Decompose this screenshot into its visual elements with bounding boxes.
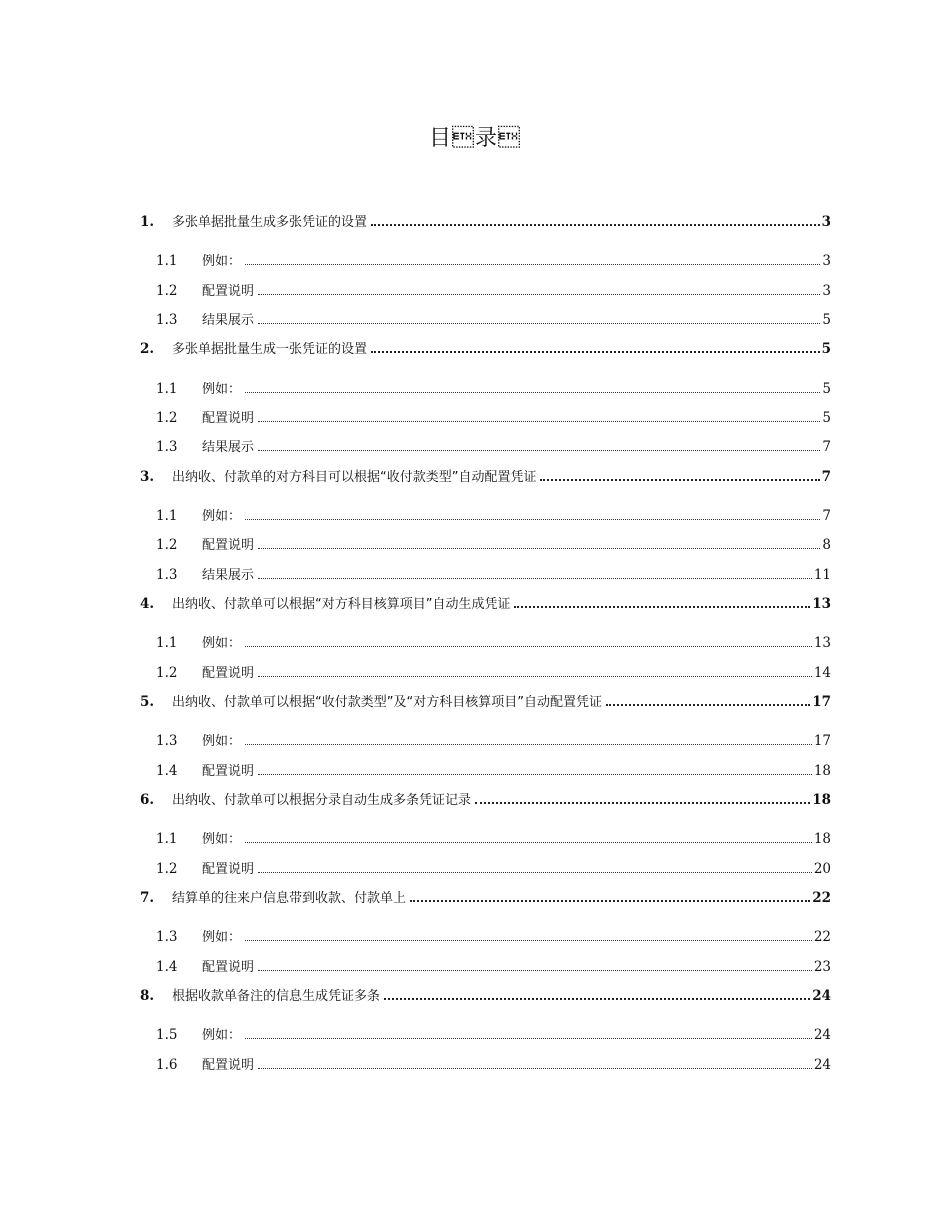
toc-leader — [258, 578, 812, 579]
toc-entry[interactable] — [140, 956, 831, 985]
toc-entry-number: 1.1 — [156, 380, 178, 397]
toc-entry-page: 18 — [813, 831, 831, 848]
toc-entry-text: 配置说明 — [202, 665, 255, 681]
toc-entry-text: 结果展示 — [202, 440, 255, 456]
toc-entry-number: 6. — [140, 792, 155, 809]
toc-entry-page: 5 — [822, 409, 831, 426]
toc-entry-text: 配置说明 — [202, 538, 255, 554]
toc-entry-page: 5 — [822, 311, 831, 328]
toc-entry[interactable] — [140, 1024, 831, 1053]
toc-entry-number: 1.2 — [156, 860, 178, 877]
toc-entry-text: 配置说明 — [202, 861, 255, 877]
toc-entry-text: 结算单的往来户信息带到收款、付款单上 — [172, 890, 407, 906]
toc-entry[interactable] — [140, 338, 831, 367]
toc-list — [140, 211, 831, 1083]
toc-entry-text: 配置说明 — [202, 283, 255, 299]
toc-title: 目录 — [428, 125, 521, 151]
toc-entry-page: 5 — [821, 341, 831, 358]
toc-entry[interactable] — [140, 985, 831, 1014]
toc-entry-number: 3. — [140, 468, 155, 485]
toc-entry-number: 1.3 — [156, 439, 178, 456]
toc-entry-text: 配置说明 — [202, 410, 255, 426]
toc-entry-number: 1.1 — [156, 507, 178, 524]
toc-entry-number: 1. — [140, 214, 155, 230]
toc-entry-text: 例如： — [202, 508, 242, 524]
toc-entry-page: 14 — [813, 664, 831, 681]
toc-entry[interactable] — [140, 662, 831, 691]
toc-entry-page: 7 — [822, 439, 831, 456]
toc-leader — [606, 704, 810, 706]
toc-entry-number: 1.1 — [156, 831, 178, 848]
toc-entry-page: 17 — [813, 733, 831, 750]
toc-entry-number: 1.6 — [156, 1056, 178, 1073]
toc-leader — [245, 392, 820, 393]
toc-entry-page: 7 — [822, 507, 831, 524]
toc-leader — [258, 323, 820, 324]
toc-entry-text: 多张单据批量生成一张凭证的设置 — [172, 342, 368, 358]
toc-entry-text: 结果展示 — [202, 567, 255, 583]
toc-leader — [384, 998, 810, 1000]
toc-entry-page: 24 — [812, 987, 831, 1004]
toc-entry-page: 20 — [813, 860, 831, 877]
toc-entry-number: 7. — [140, 889, 155, 906]
toc-leader — [245, 744, 812, 745]
toc-entry[interactable] — [140, 858, 831, 887]
toc-entry-text: 例如： — [202, 734, 242, 750]
toc-leader — [245, 1038, 812, 1039]
toc-entry[interactable] — [140, 534, 831, 563]
toc-entry[interactable] — [140, 280, 831, 309]
toc-entry-page: 11 — [813, 566, 831, 583]
toc-leader — [245, 940, 812, 941]
toc-entry[interactable] — [140, 1054, 831, 1083]
toc-entry-page: 22 — [812, 889, 831, 906]
toc-entry[interactable] — [140, 436, 831, 465]
toc-entry-text: 配置说明 — [202, 959, 255, 975]
toc-leader — [371, 351, 820, 353]
toc-entry-page: 8 — [822, 537, 831, 554]
toc-entry[interactable] — [140, 828, 831, 857]
toc-entry-text: 出纳收、付款单可以根据“对方科目核算项目”自动生成凭证 — [172, 597, 511, 613]
toc-entry-page: 22 — [813, 929, 831, 946]
toc-entry-text: 例如： — [202, 381, 242, 397]
toc-leader — [258, 1068, 812, 1069]
toc-entry[interactable] — [140, 887, 831, 916]
toc-entry[interactable] — [140, 505, 831, 534]
toc-entry-text: 例如： — [202, 832, 242, 848]
toc-entry[interactable] — [140, 632, 831, 661]
toc-entry[interactable] — [140, 730, 831, 759]
toc-entry[interactable] — [140, 593, 831, 622]
toc-entry-number: 1.3 — [156, 566, 178, 583]
toc-entry-text: 例如： — [202, 930, 242, 946]
toc-leader — [258, 774, 812, 775]
toc-entry-number: 1.4 — [156, 958, 178, 975]
toc-entry-text: 结果展示 — [202, 312, 255, 328]
toc-leader — [514, 606, 810, 608]
toc-leader — [258, 676, 812, 677]
toc-entry-text: 多张单据批量生成多张凭证的设置 — [172, 215, 368, 230]
toc-leader — [245, 842, 812, 843]
toc-entry-number: 1.3 — [156, 929, 178, 946]
toc-entry-number: 1.1 — [156, 253, 178, 270]
toc-entry-page: 5 — [822, 380, 831, 397]
toc-entry-text: 根据收款单备注的信息生成凭证多条 — [172, 988, 381, 1004]
toc-entry-number: 5. — [140, 694, 155, 711]
toc-entry-number: 4. — [140, 596, 155, 613]
toc-entry-number: 1.2 — [156, 409, 178, 426]
toc-entry-number: 1.1 — [156, 635, 178, 652]
toc-entry-text: 例如： — [202, 1028, 242, 1044]
toc-leader — [410, 900, 810, 902]
toc-entry[interactable] — [140, 466, 831, 495]
toc-entry-number: 1.3 — [156, 311, 178, 328]
toc-entry[interactable] — [140, 926, 831, 955]
toc-entry-page: 18 — [812, 792, 831, 809]
toc-entry-page: 24 — [813, 1027, 831, 1044]
toc-entry-text: 配置说明 — [202, 763, 255, 779]
toc-leader — [371, 224, 820, 226]
toc-entry[interactable] — [140, 211, 831, 240]
toc-entry[interactable] — [140, 564, 831, 593]
toc-entry-page: 3 — [822, 282, 831, 299]
toc-entry-text: 例如： — [202, 254, 242, 270]
toc-entry-number: 2. — [140, 341, 155, 358]
toc-entry[interactable] — [140, 760, 831, 789]
toc-leader — [258, 548, 820, 549]
toc-entry[interactable] — [140, 691, 831, 720]
toc-entry-number: 1.2 — [156, 537, 178, 554]
toc-entry-page: 18 — [813, 762, 831, 779]
toc-entry-text: 例如： — [202, 636, 242, 652]
toc-leader — [540, 479, 819, 481]
toc-leader — [258, 872, 812, 873]
toc-entry-page: 3 — [822, 253, 831, 270]
toc-leader — [258, 294, 820, 295]
toc-leader — [245, 264, 820, 265]
toc-entry-number: 1.2 — [156, 664, 178, 681]
toc-entry-text: 配置说明 — [202, 1057, 255, 1073]
toc-entry-page: 7 — [821, 468, 831, 485]
toc-leader — [258, 421, 820, 422]
toc-entry-number: 8. — [140, 987, 155, 1004]
toc-entry[interactable] — [140, 407, 831, 436]
toc-entry-number: 1.4 — [156, 762, 178, 779]
toc-entry-page: 13 — [812, 596, 831, 613]
toc-entry-page: 13 — [813, 635, 831, 652]
toc-entry-number: 1.2 — [156, 282, 178, 299]
toc-entry-page: 24 — [813, 1056, 831, 1073]
toc-entry-page: 23 — [813, 958, 831, 975]
toc-entry-text: 出纳收、付款单的对方科目可以根据“收付款类型”自动配置凭证 — [172, 469, 537, 485]
toc-entry-number: 1.3 — [156, 733, 178, 750]
toc-leader — [245, 646, 812, 647]
toc-leader — [258, 970, 812, 971]
toc-entry[interactable] — [140, 789, 831, 818]
toc-entry-text: 出纳收、付款单可以根据分录自动生成多条凭证记录 — [172, 793, 472, 809]
toc-leader — [258, 450, 820, 451]
toc-leader — [475, 802, 810, 804]
toc-entry[interactable] — [140, 309, 831, 338]
toc-entry[interactable] — [140, 250, 831, 279]
toc-leader — [245, 519, 820, 520]
toc-entry-number: 1.5 — [156, 1027, 178, 1044]
toc-entry[interactable] — [140, 378, 831, 407]
toc-entry-text: 出纳收、付款单可以根据“收付款类型”及“对方科目核算项目”自动配置凭证 — [172, 695, 602, 711]
toc-entry-page: 3 — [821, 214, 831, 230]
toc-entry-page: 17 — [812, 694, 831, 711]
